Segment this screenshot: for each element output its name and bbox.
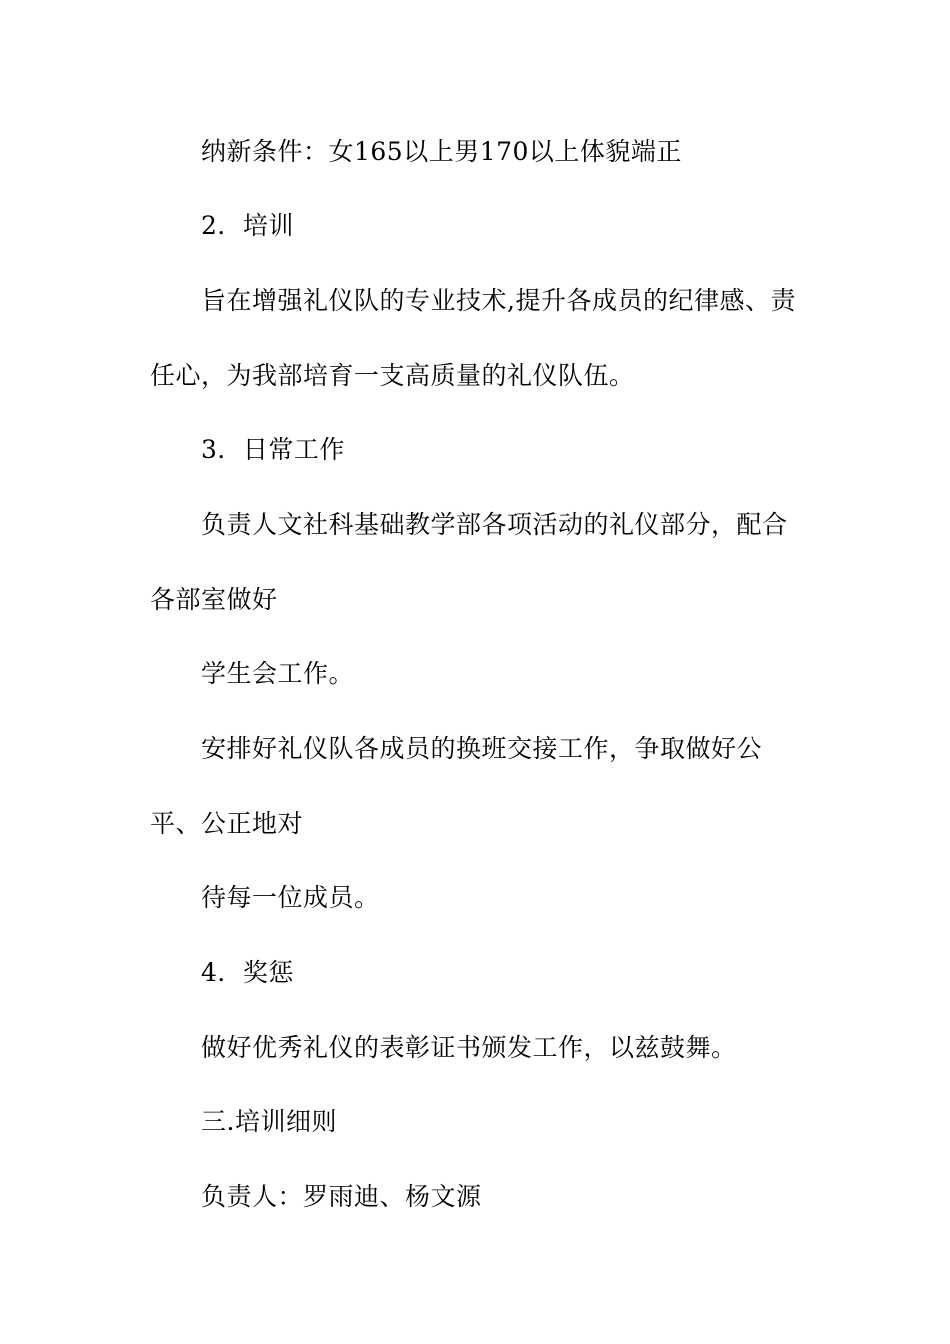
section-heading-daily-work: 3．日常工作 [201,435,345,464]
paragraph-training-line-2: 任心，为我部培育一支高质量的礼仪队伍。 [150,361,635,390]
recruitment-criteria: 纳新条件：女165以上男170以上体貌端正 [201,137,682,166]
paragraph-training-line-1: 旨在增强礼仪队的专业技术,提升各成员的纪律感、责 [201,286,796,315]
paragraph-shift-line-1: 安排好礼仪队各成员的换班交接工作，争取做好公 [201,734,763,763]
responsible-persons: 负责人：罗雨迪、杨文源 [201,1182,482,1211]
paragraph-shift-line-2: 平、公正地对 [150,809,304,838]
paragraph-rewards: 做好优秀礼仪的表彰证书颁发工作，以兹鼓舞。 [201,1033,737,1062]
paragraph-shift-line-3: 待每一位成员。 [201,883,380,912]
section-heading-rewards: 4．奖惩 [201,958,294,987]
paragraph-daily-work-line-1: 负责人文社科基础教学部各项活动的礼仪部分，配合 [201,510,788,539]
section-heading-training: 2．培训 [201,211,294,240]
paragraph-daily-work-line-2: 各部室做好 [150,585,278,614]
section-heading-training-rules: 三.培训细则 [201,1107,337,1136]
paragraph-daily-work-line-3: 学生会工作。 [201,659,355,688]
